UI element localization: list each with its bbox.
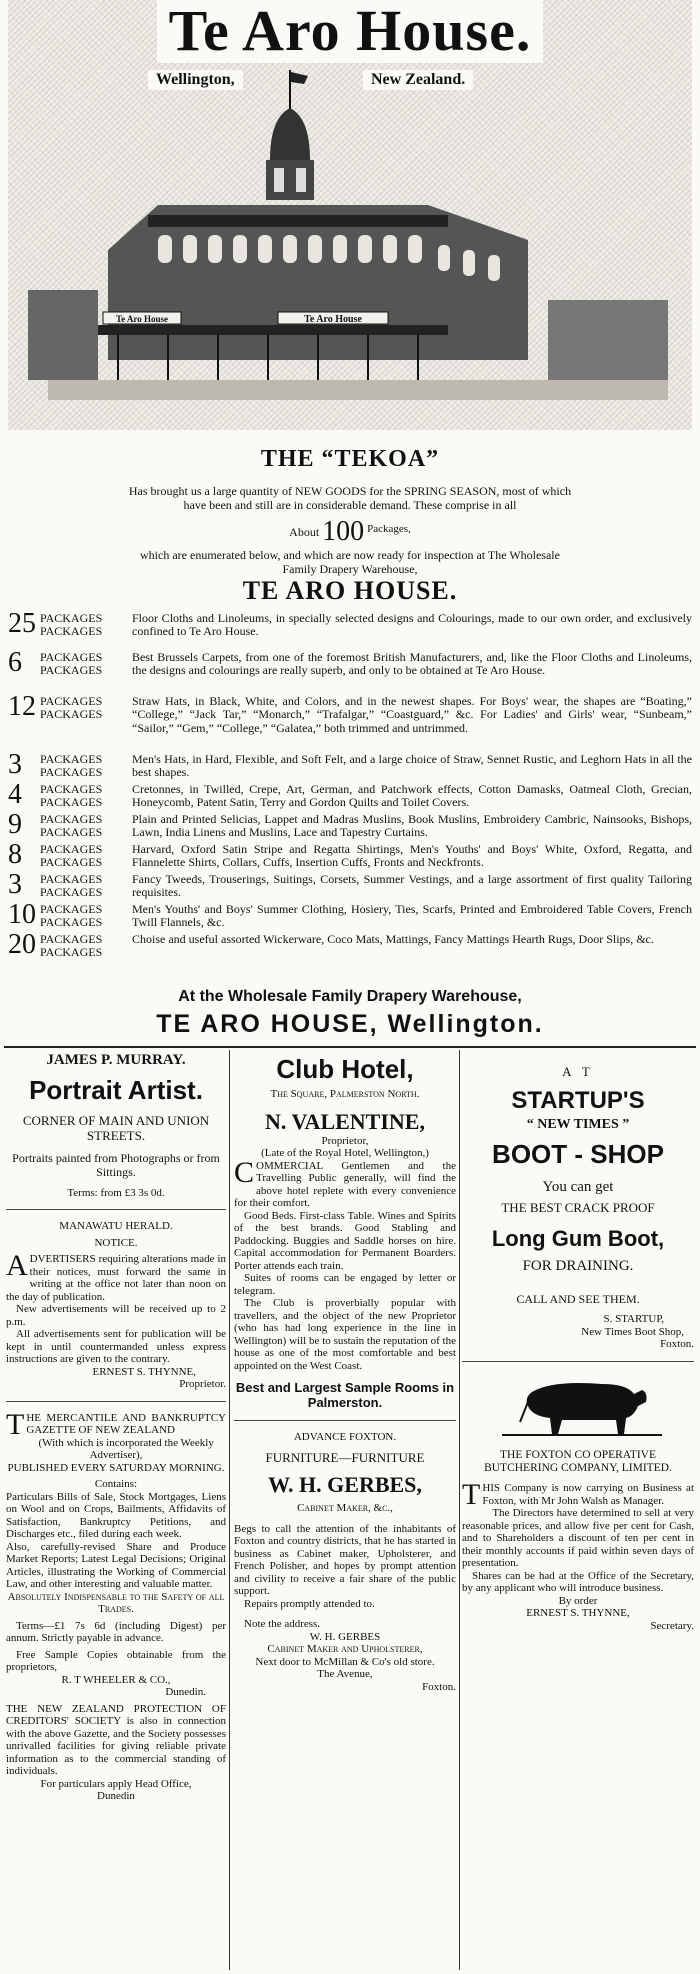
note-address: Note the address. (244, 1618, 321, 1630)
foxton-3: Foxton. (660, 1338, 694, 1350)
late-royal: (Late of the Royal Hotel, Wellington,) (261, 1147, 429, 1159)
all-advertisements: All advertisements sent for publication will be kept in until countermanded unless express instructions are given to the contrary. (6, 1328, 226, 1365)
cabinet-upholsterer: Cabinet Maker and Upholsterer, (267, 1643, 423, 1655)
wholesale-line: At the Wholesale Family Drapery Warehouse, (178, 988, 522, 1005)
mercantile-heading: THE MERCANTILE AND BANKRUPTCY GAZETTE OF NEW ZEALAND (6, 1407, 226, 1441)
at-label: A T (562, 1064, 594, 1079)
tekoa-intro: Has brought us a large quantity of NEW GOODS for the SPRING SEASON, most of which have been and still are in considerable demand. These comprise in all (128, 484, 572, 512)
package-list (6, 608, 692, 963)
package-count: 100 (322, 516, 365, 547)
gerbes-name-2: W. H. GERBES (309, 1630, 381, 1643)
thynne-secretary: ERNEST S. THYNNE, (526, 1607, 630, 1619)
masthead-title: Te Aro House. (8, 0, 692, 62)
section-rule (4, 1046, 696, 1048)
best-crack-proof: THE BEST CRACK PROOF (501, 1199, 655, 1215)
divider (462, 1361, 694, 1362)
new-times: “ NEW TIMES ” (526, 1116, 630, 1132)
valentine: N. VALENTINE, (265, 1108, 425, 1134)
secretary: Secretary. (650, 1619, 694, 1632)
particulars: For particulars apply Head Office, (40, 1777, 192, 1790)
advance-foxton: ADVANCE FOXTON. (293, 1431, 397, 1443)
portrait-artist: Portrait Artist. (29, 1074, 203, 1105)
package-item: 25 PACKAGES PACKAGES Floor Cloths and Linoleums, in specially selected designs and Colourings, made to our own order, and exclusively confined to Te Aro House. (8, 608, 692, 639)
column-rule-2 (459, 1050, 460, 1970)
sign-right: Te Aro House (304, 314, 362, 325)
furniture-heading: FURNITURE—FURNITURE (265, 1449, 425, 1465)
call-and-see: CALL AND SEE THEM. (516, 1291, 640, 1306)
for-draining: FOR DRAINING. (522, 1258, 634, 1274)
package-item: 20 PACKAGES PACKAGES Choise and useful assorted Wickerware, Coco Mats, Mattings, Fancy Mattings Hearth Rugs, Door Slips, &c. (8, 929, 654, 960)
signature-role: Proprietor. (179, 1378, 226, 1390)
new-times-boot-shop: New Times Boot Shop, (581, 1325, 684, 1338)
enumerated-note: which are enumerated below, and which are now ready for inspection at The Wholesale Family Drapery Warehouse, (140, 548, 560, 576)
building-engraving (8, 0, 692, 430)
tekoa-heading: THE “TEKOA” (260, 446, 440, 472)
commercial-text: COMMERCIAL Gentlemen and the Travelling Public generally, will find the above hotel replete with every convenience for their comfort. (234, 1155, 456, 1209)
column-rule-1 (229, 1050, 230, 1970)
masthead-location-left: Wellington, (148, 70, 243, 90)
signature-thynne: ERNEST S. THYNNE, (92, 1365, 196, 1378)
dunedin-2: Dunedin (97, 1790, 135, 1802)
package-item: 6 PACKAGES PACKAGES Best Brussels Carpets, from one of the foremost British Manufacturers, and, like the Floor Cloths and Linoleums, the designs and colourings are really superb, and only to be obtained at Te Aro House. (8, 647, 692, 678)
free-copies: Free Sample Copies obtainable from the proprietors, (6, 1648, 226, 1673)
contains-label: Contains: (94, 1478, 138, 1490)
club-text: The Club is proverbially popular with travellers, and the object of the new Proprietor (who has had long experience in the line in Wellington) will be to sustain the reputation of the house as one of the most comfortable and best appointed on the West Coast. (234, 1297, 456, 1372)
s-startup: S. STARTUP, (603, 1313, 664, 1325)
column-left (6, 1054, 226, 1803)
sample-rooms: Best and Largest Sample Rooms in Palmerston. (235, 1380, 455, 1410)
package-item: 4 PACKAGES PACKAGES Cretonnes, in Twilled, Crepe, Art, German, and Patchwork effects, Cotton Damasks, Oatmeal Cloth, Grecian, Honeycomb, Patent Satin, Terry and Gordon Quilts and Toilet Covers. (8, 779, 692, 810)
te-aro-house-illustration (8, 0, 692, 430)
long-gum-boot: Long Gum Boot, (491, 1226, 665, 1251)
next-door: Next door to McMillan & Co's old store. (255, 1655, 435, 1668)
square-address: The Square, Palmerston North. (270, 1088, 420, 1100)
murray-name: JAMES P. MURRAY. (46, 1052, 186, 1068)
by-order: By order (558, 1594, 598, 1607)
dunedin: Dunedin. (165, 1686, 206, 1698)
store-name: TE ARO HOUSE. (242, 576, 458, 605)
column-middle (234, 1054, 456, 1693)
divider (6, 1209, 226, 1210)
new-advertisements: New advertisements will be received up to 2 p.m. (6, 1303, 226, 1328)
advertisers-notice: ADVERTISERS requiring alterations made in their notices, must forward the same in writing at the office not later than noon on the day of publication. (6, 1249, 226, 1303)
te-aro-wellington: TE ARO HOUSE, Wellington. (156, 1010, 544, 1038)
repairs: Repairs promptly attended to. (244, 1597, 375, 1610)
startups: STARTUP'S (511, 1086, 645, 1114)
package-item: 3 PACKAGES PACKAGES Fancy Tweeds, Trouserings, Suitings, Corsets, Summer Vestings, and a large assortment of first quality Tailoring requisites. (8, 869, 692, 900)
gerbes-name: W. H. GERBES, (268, 1472, 422, 1497)
suites-text: Suites of rooms can be engaged by letter or telegram. (234, 1272, 456, 1297)
beds-text: Good Beds. First-class Table. Wines and Spirits of the best brands. Good Stabling and Paddocking. Buggies and Saddle horses on hire. Capital accommodation for Permanent Boarders. Porter attends each train. (234, 1209, 456, 1272)
also-text: Also, carefully-revised Share and Produce Market Reports; Latest Legal Decisions; Original Articles, illustrating the Working of Commercial Law, and other interesting and valuable matter. (6, 1540, 226, 1590)
contains-text: Particulars Bills of Sale, Stock Mortgages, Liens on Wool and on Crops, Bailments, Affidavits of Satisfaction, Bankruptcy Petitions, and Discharges etc., filed during each week. (6, 1490, 226, 1540)
notice-title: NOTICE. (94, 1236, 138, 1249)
proprietor: Proprietor, (321, 1134, 369, 1147)
shares-text: Shares can be had at the Office of the Secretary, by any applicant who will introduce business. (462, 1569, 694, 1594)
bull-illustration (462, 1372, 694, 1442)
foxton-2: Foxton. (422, 1680, 456, 1693)
boot-shop: BOOT - SHOP (492, 1139, 664, 1169)
masthead-location-right: New Zealand. (363, 70, 473, 90)
column-right (462, 1054, 694, 1632)
wheeler: R. T WHEELER & CO., (61, 1673, 171, 1686)
corner-address: CORNER OF MAIN AND UNION STREETS. (22, 1112, 210, 1143)
indispensable: Absolutely Indispensable to the Safety of all Trades. (7, 1590, 225, 1615)
package-item: 12 PACKAGES PACKAGES Straw Hats, in Black, White, and Colors, and in the newest shapes. For Boys' wear, the shapes are “Boating,” “College,” “Jack Tar,” “Monarch,” “Trafalgar,” “Coastguard,” &c. For Ladies' and Girls' wear, “Sunbeam,” “Sailor,” “Gem,” “College,” “Galatea,” both trimmed and untrimmed. (8, 691, 692, 735)
company-text: THIS Company is now carrying on Business at Foxton, with Mr John Walsh as Manager. (462, 1478, 694, 1511)
sign-left: Te Aro House (115, 314, 169, 324)
package-item: 8 PACKAGES PACKAGES Harvard, Oxford Satin Stripe and Regatta Shirtings, Men's Youths' and Boys' White, Oxford, Regatta, and Flannelette Shirts, Collars, Cuffs, Insertion Cuffs, Fronts and Neckfronts. (8, 839, 692, 870)
package-item: 10 PACKAGES PACKAGES Men's Youths' and Boys' Summer Clothing, Hosiery, Ties, Scarfs, Printed and Embroidered Table Covers, French Twill Flannels, &c. (8, 899, 692, 930)
club-hotel: Club Hotel, (276, 1054, 414, 1084)
terms-annum: Terms—£1 7s 6d (including Digest) per annum. Strictly payable in advance. (6, 1619, 226, 1644)
protection-society: THE NEW ZEALAND PROTECTION OF CREDITORS' SOCIETY is also in connection with the above Gazette, and the Society possesses unrivalled facilities for giving reliable private information as to the commercial standing of individuals. (6, 1702, 226, 1777)
about-packages: About 100 Packages, (289, 516, 411, 547)
terms: Terms: from £3 3s 0d. (67, 1186, 165, 1199)
divider (6, 1401, 226, 1402)
package-item: 3 PACKAGES PACKAGES Men's Hats, in Hard, Flexible, and Soft Felt, and a large choice of Straw, Sennet Rustic, and Leghorn Hats in all the best shapes. (8, 749, 692, 780)
herald-title: MANAWATU HERALD. (59, 1220, 173, 1232)
the-avenue: The Avenue, (317, 1668, 373, 1680)
mercantile-incorporated: (With which is incorporated the Weekly Advertiser), (38, 1436, 214, 1461)
portraits-note: Portraits painted from Photographs or from Sittings. (12, 1150, 220, 1179)
you-can-get: You can get (542, 1179, 614, 1195)
begs-text: Begs to call the attention of the inhabitants of Foxton and country districts, that he has started in business as Cabinet maker, Upholsterer, and French Polisher, and hopes by prompt attention and civility to receive a fair share of the public support. (234, 1522, 456, 1597)
cabinet-maker: Cabinet Maker, &c., (297, 1502, 393, 1514)
coop-heading: THE FOXTON CO OPERATIVE BUTCHERING COMPANY, LIMITED. (484, 1449, 672, 1474)
divider (234, 1420, 456, 1421)
directors-text: The Directors have determined to sell at very reasonable prices, and allow five per cent for Cash, and to Shareholders a discount of ten per cent in their monthly accounts if paid within seven days of presentation. (462, 1507, 694, 1569)
published-line: PUBLISHED EVERY SATURDAY MORNING. (7, 1461, 225, 1474)
package-item: 9 PACKAGES PACKAGES Plain and Printed Selicias, Lappet and Madras Muslins, Book Muslins, Embroidery Cambric, Nainsooks, Bishops, Lawn, India Linens and Muslins, Lace and Tapestry Curtains. (8, 809, 692, 840)
